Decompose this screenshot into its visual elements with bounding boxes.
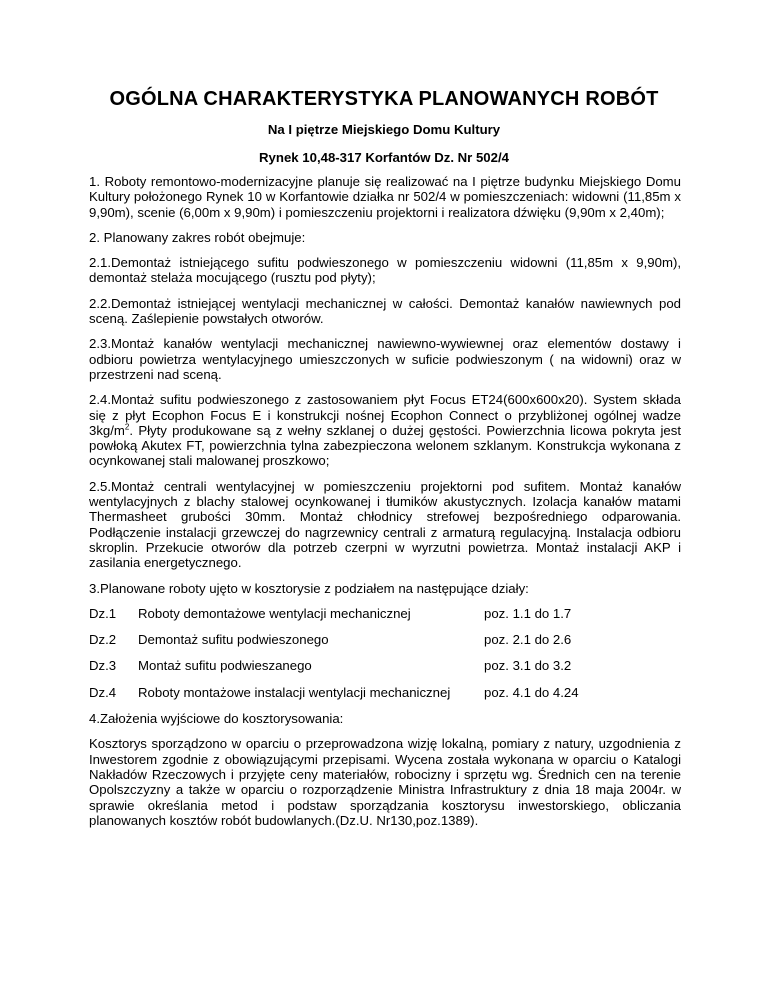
paragraph-1: 1. Roboty remontowo-modernizacyjne planuje się realizować na I piętrze budynku Miejskiego Domu Kultury położonego Rynek 10 w Korfantowie działka nr 502/4 w pomieszczeniach: widowni (11,85m x 9,90m), scenie (6,00m x 9,90m) i pomieszczeniu projektorni i realizatora dźwięku (9,90m x 2,40m); (89, 174, 681, 220)
division-description: Montaż sufitu podwieszanego (138, 658, 312, 674)
division-row (89, 685, 681, 700)
document-subtitle-address: Rynek 10,48-317 Korfantów Dz. Nr 502/4 (259, 150, 509, 165)
division-range: poz. 4.1 do 4.24 (484, 684, 579, 700)
division-row (89, 632, 681, 647)
division-range: poz. 3.1 do 3.2 (484, 658, 572, 674)
document-body (89, 174, 681, 838)
division-code: Dz.3 (89, 658, 117, 674)
paragraph-2-4-part-b: . Płyty produkowane są z wełny szklanej o dużej gęstości. Powierzchnia licowa pokryta jest powłoką Akutex FT, powierzchnia tylna zabezpieczona welonem szklanym. Konstrukcja wykonana z ocynkowanej stali malowanej proszkowo; (89, 422, 681, 469)
paragraph-2-3: 2.3.Montaż kanałów wentylacji mechanicznej nawiewno-wywiewnej oraz elementów dostawy i odbioru powietrza wentylacyjnego umieszczonych w suficie podwieszonym ( na widowni) oraz w przestrzeni nad sceną. (89, 336, 681, 382)
paragraph-4: 4.Założenia wyjściowe do kosztorysowania: (89, 711, 344, 727)
paragraph-2: 2. Planowany zakres robót obejmuje: (89, 229, 306, 245)
division-range: poz. 2.1 do 2.6 (484, 632, 572, 648)
division-description: Roboty demontażowe wentylacji mechanicznej (138, 605, 411, 621)
paragraph-2-5: 2.5.Montaż centrali wentylacyjnej w pomieszczeniu projektorni pod sufitem. Montaż kanałów wentylacyjnych z blachy stalowej ocynkowanej i tłumików akustycznych. Izolacja kanałów matami Thermasheet grubości 30mm. Montaż chłodnicy strefowej bezpośredniego odparowania. Podłączenie instalacji grzewczej do nagrzewnicy centrali z armaturą regulacyjną. Instalacja odbioru skroplin. Przekucie otworów dla potrzeb czerpni w wyrzutni powietrza. Montaż instalacji AKP i zasilania energetycznego. (89, 478, 681, 571)
paragraph-2-4 (89, 392, 681, 468)
paragraph-2-2: 2.2.Demontaż istniejącej wentylacji mechanicznej w całości. Demontaż kanałów nawiewnych pod sceną. Zaślepienie powstałych otworów. (89, 295, 681, 327)
division-code: Dz.4 (89, 684, 117, 700)
superscript-2: 2 (124, 422, 130, 432)
paragraph-3: 3.Planowane roboty ujęto w kosztorysie z podziałem na następujące działy: (89, 580, 529, 596)
paragraph-2-4-part-a: 2.4.Montaż sufitu podwieszonego z zastosowaniem płyt Focus ET24(600x600x20). System składa się z płyt Ecophon Focus E i konstrukcji nośnej Ecophon Connect o przybliżonej ogólnej wadze 3kg/m (89, 392, 681, 438)
paragraph-2-1: 2.1.Demontaż istniejącego sufitu podwieszonego w pomieszczeniu widowni (11,85m x 9,90m), demontaż stelaża mocującego (rusztu pod płyty); (89, 255, 681, 286)
document-subtitle-location: Na I piętrze Miejskiego Domu Kultury (267, 122, 501, 137)
divisions-list (89, 606, 681, 700)
division-row (89, 606, 681, 621)
division-description: Roboty montażowe instalacji wentylacji mechanicznej (138, 684, 451, 700)
division-code: Dz.1 (89, 605, 117, 621)
paragraph-5: Kosztorys sporządzono w oparciu o przeprowadzona wizję lokalną, pomiary z natury, uzgodnienia z Inwestorem zgodnie z obowiązującymi przepisami. Wycena została wykonana w oparciu o Katalogi Nakładów Rzeczowych i przyjęte ceny materiałów, robocizny i sprzętu wg. Średnich cen na terenie Opolszczyzny a także w oparciu o rozporządzenie Ministra Infrastruktury z dnia 18 maja 2004r. w sprawie określania metod i podstaw sporządzania kosztorysu inwestorskiego, obliczania planowanych kosztów robót budowlanych.(Dz.U. Nr130,poz.1389). (89, 736, 681, 828)
division-code: Dz.2 (89, 632, 117, 648)
document-title: OGÓLNA CHARAKTERYSTYKA PLANOWANYCH ROBÓT (109, 88, 659, 110)
division-description: Demontaż sufitu podwieszonego (138, 632, 329, 648)
division-range: poz. 1.1 do 1.7 (484, 605, 572, 621)
division-row (89, 658, 681, 673)
